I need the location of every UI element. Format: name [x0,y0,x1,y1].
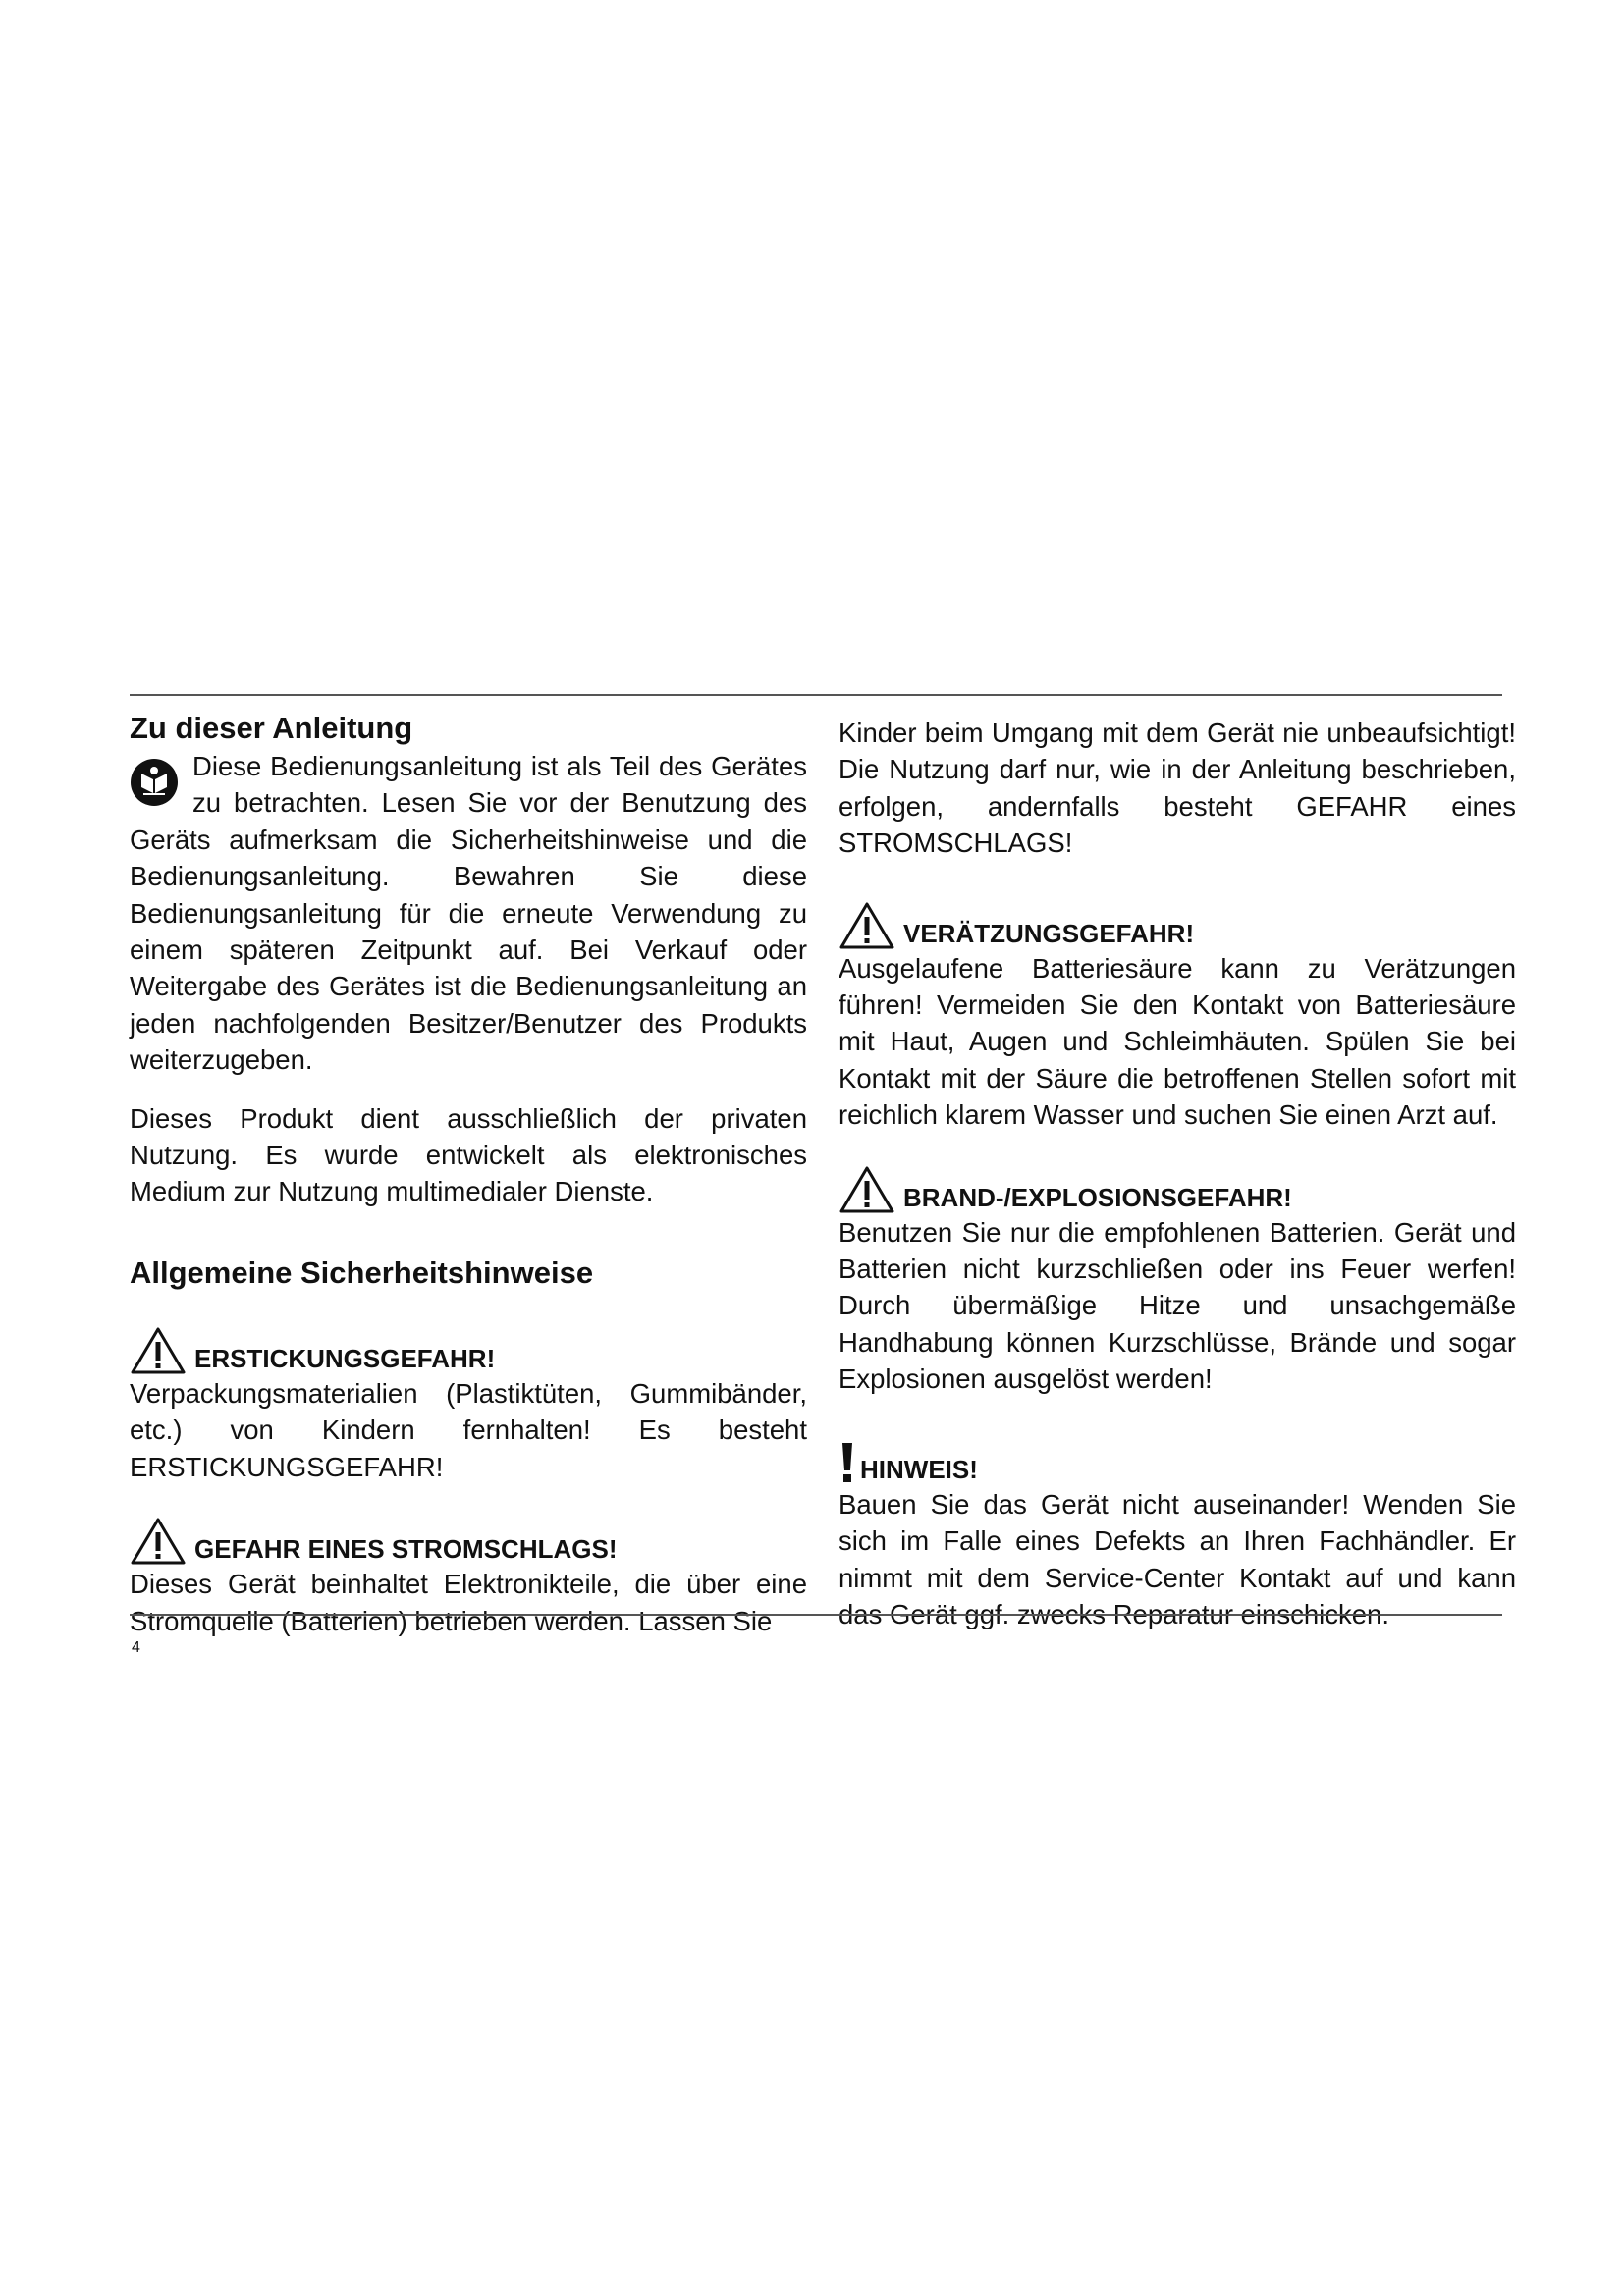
warning-triangle-icon [130,1517,187,1566]
intro-paragraph: Diese Bedienungsanleitung ist als Teil des Gerätes zu betrachten. Lesen Sie vor der Benutzung des Geräts aufmerksam die Sicherheitshinweise und die Bedienungsanleitung. Bewahren Sie diese Bedienungsanleitung für die erneute Verwendung zu einem späteren Zeitpunkt auf. Bei Verkauf oder Weitergabe des Gerätes ist die Bedienungsanleitung an jeden nachfolgenden Besitzer/Benutzer des Produkts weiterzugeben. [130,751,807,1076]
top-divider [130,694,1502,696]
hint-label: HINWEIS! [860,1454,978,1484]
hint-header [839,1435,1516,1486]
intro-block [130,748,807,1079]
page-number: 4 [132,1639,140,1656]
usage-paragraph: Dieses Produkt dient ausschließlich der privaten Nutzung. Es wurde entwickelt als elektronisches Medium zur Nutzung multimedialer Dienste. [130,1102,807,1207]
warning-header-corrosion [839,899,1516,950]
warning-text-electric-shock: Dieses Gerät beinhaltet Elektronikteile, die über eine Stromquelle (Batterien) betrieben werden. Lassen Sie [130,1569,807,1636]
warning-header-suffocation [130,1324,807,1375]
hint-text: Bauen Sie das Gerät nicht auseinander! Wenden Sie sich im Falle eines Defekts an Ihren Fachhändler. Er nimmt mit dem Service-Center Kontakt auf und kann das Gerät ggf. zwecks Reparatur einschicken. [839,1488,1516,1629]
warning-triangle-icon [130,1326,187,1375]
warning-text-suffocation: Verpackungsmaterialien (Plastiktüten, Gummibänder, etc.) von Kindern fernhalten! Es besteht ERSTICKUNGSGEFAHR! [130,1377,807,1482]
warning-triangle-icon [839,1165,895,1214]
warning-triangle-icon [839,901,895,950]
right-column [839,715,1516,1632]
warning-label-electric-shock: GEFAHR EINES STROMSCHLAGS! [194,1534,618,1565]
section-heading-safety: Allgemeine Sicherheitshinweise [130,1255,594,1290]
warning-header-fire [839,1163,1516,1214]
warning-label-fire: BRAND-/EXPLOSIONSGEFAHR! [903,1182,1292,1212]
exclamation-icon [839,1441,860,1486]
warning-text-corrosion: Ausgelaufene Batteriesäure kann zu Verätzungen führen! Vermeiden Sie den Kontakt von Batteriesäure mit Haut, Augen und Schleimhäuten. Spülen Sie bei Kontakt mit der Säure die betroffenen Stellen sofort mit reichlich klarem Wasser und suchen Sie einen Arzt auf. [839,952,1516,1131]
warning-label-corrosion: VERÄTZUNGSGEFAHR! [903,918,1195,948]
continued-paragraph: Kinder beim Umgang mit dem Gerät nie unbeaufsichtigt! Die Nutzung darf nur, wie in der Anleitung beschrieben, erfolgen, andernfalls besteht GEFAHR eines STROMSCHLAGS! [839,718,1516,859]
left-column [130,709,807,1639]
read-manual-icon [130,758,179,807]
warning-text-fire: Benutzen Sie nur die empfohlenen Batterien. Gerät und Batterien nicht kurzschließen oder ins Feuer werfen! Durch übermäßige Hitze und unsachgemäße Handhabung können Kurzschlüsse, Brände und sogar Explosionen ausgelöst werden! [839,1216,1516,1395]
warning-header-electric-shock [130,1515,807,1566]
bottom-divider [130,1614,1502,1616]
section-heading-about: Zu dieser Anleitung [130,711,413,745]
warning-label-suffocation: ERSTICKUNGSGEFAHR! [194,1343,496,1373]
